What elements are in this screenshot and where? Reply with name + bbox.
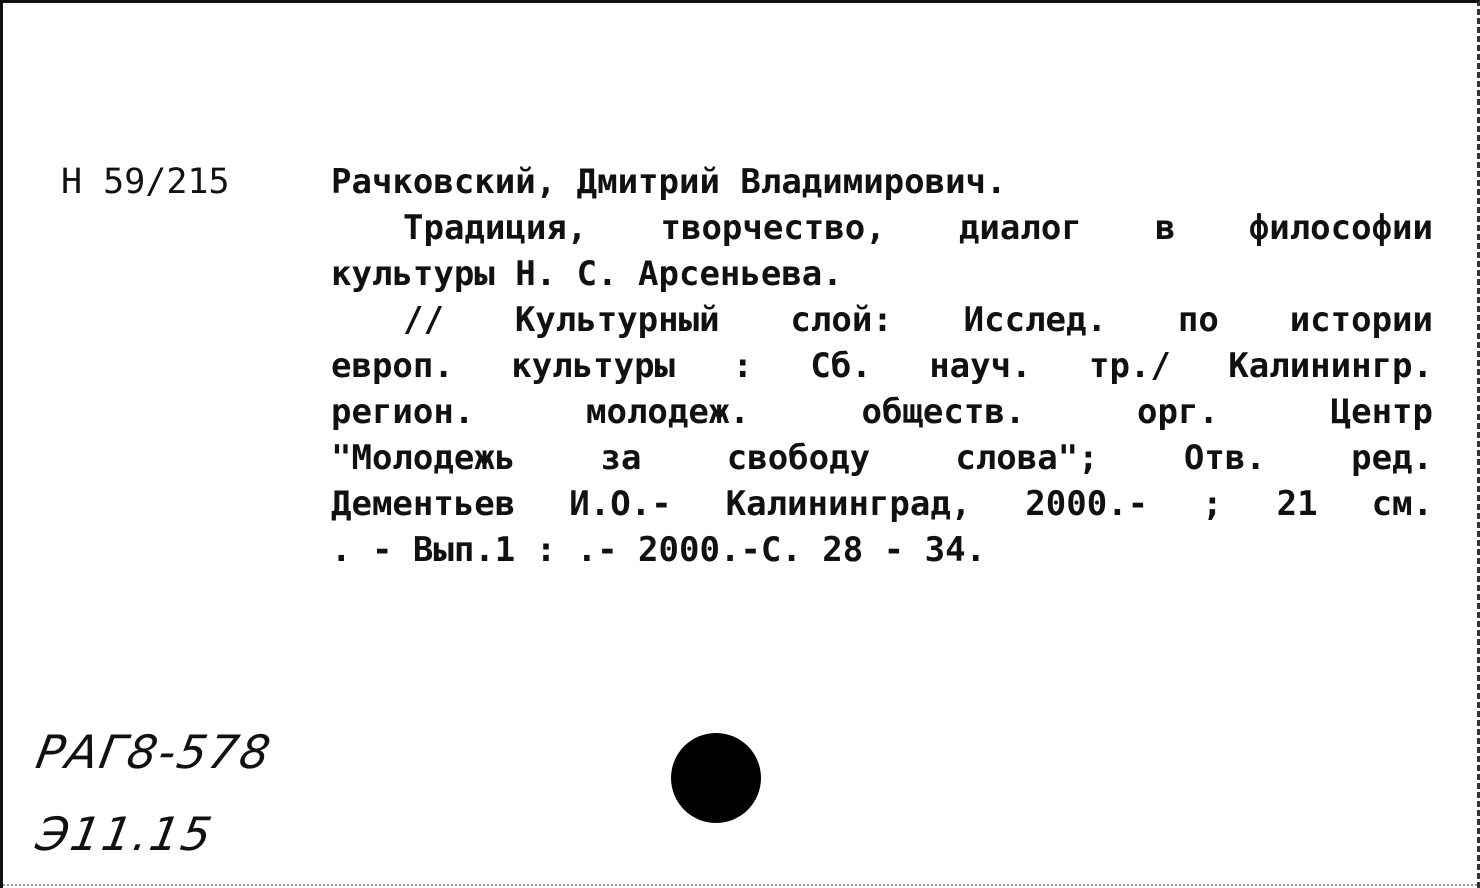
entry-title-line: Традиция, творчество, диалог в философии <box>403 208 1433 248</box>
shelfmark: Н 59/215 <box>61 162 230 202</box>
entry-author: Рачковский, Дмитрий Владимирович. <box>331 162 1007 202</box>
entry-source-line: регион. молодеж. обществ. орг. Центр <box>331 392 1433 432</box>
card-bottom-edge <box>3 884 1477 886</box>
entry-source-line: европ. культуры : Сб. науч. тр./ Калинингр. <box>331 346 1433 386</box>
handwritten-number: Э11.15 <box>32 807 218 861</box>
punch-hole <box>671 733 761 823</box>
entry-pages-line: . - Вып.1 : .- 2000.-С. 28 - 34. <box>331 530 987 570</box>
entry-title-line: культуры Н. С. Арсеньева. <box>331 254 843 294</box>
handwritten-code: РАГ8-578 <box>32 725 277 779</box>
bibliographic-entry <box>331 159 1433 573</box>
entry-source-line: // Культурный слой: Исслед. по истории <box>403 300 1433 340</box>
entry-source-line: Дементьев И.О.- Калининград, 2000.- ; 21 см. <box>331 484 1433 524</box>
entry-source-line: "Молодежь за свободу слова"; Отв. ред. <box>331 438 1433 478</box>
